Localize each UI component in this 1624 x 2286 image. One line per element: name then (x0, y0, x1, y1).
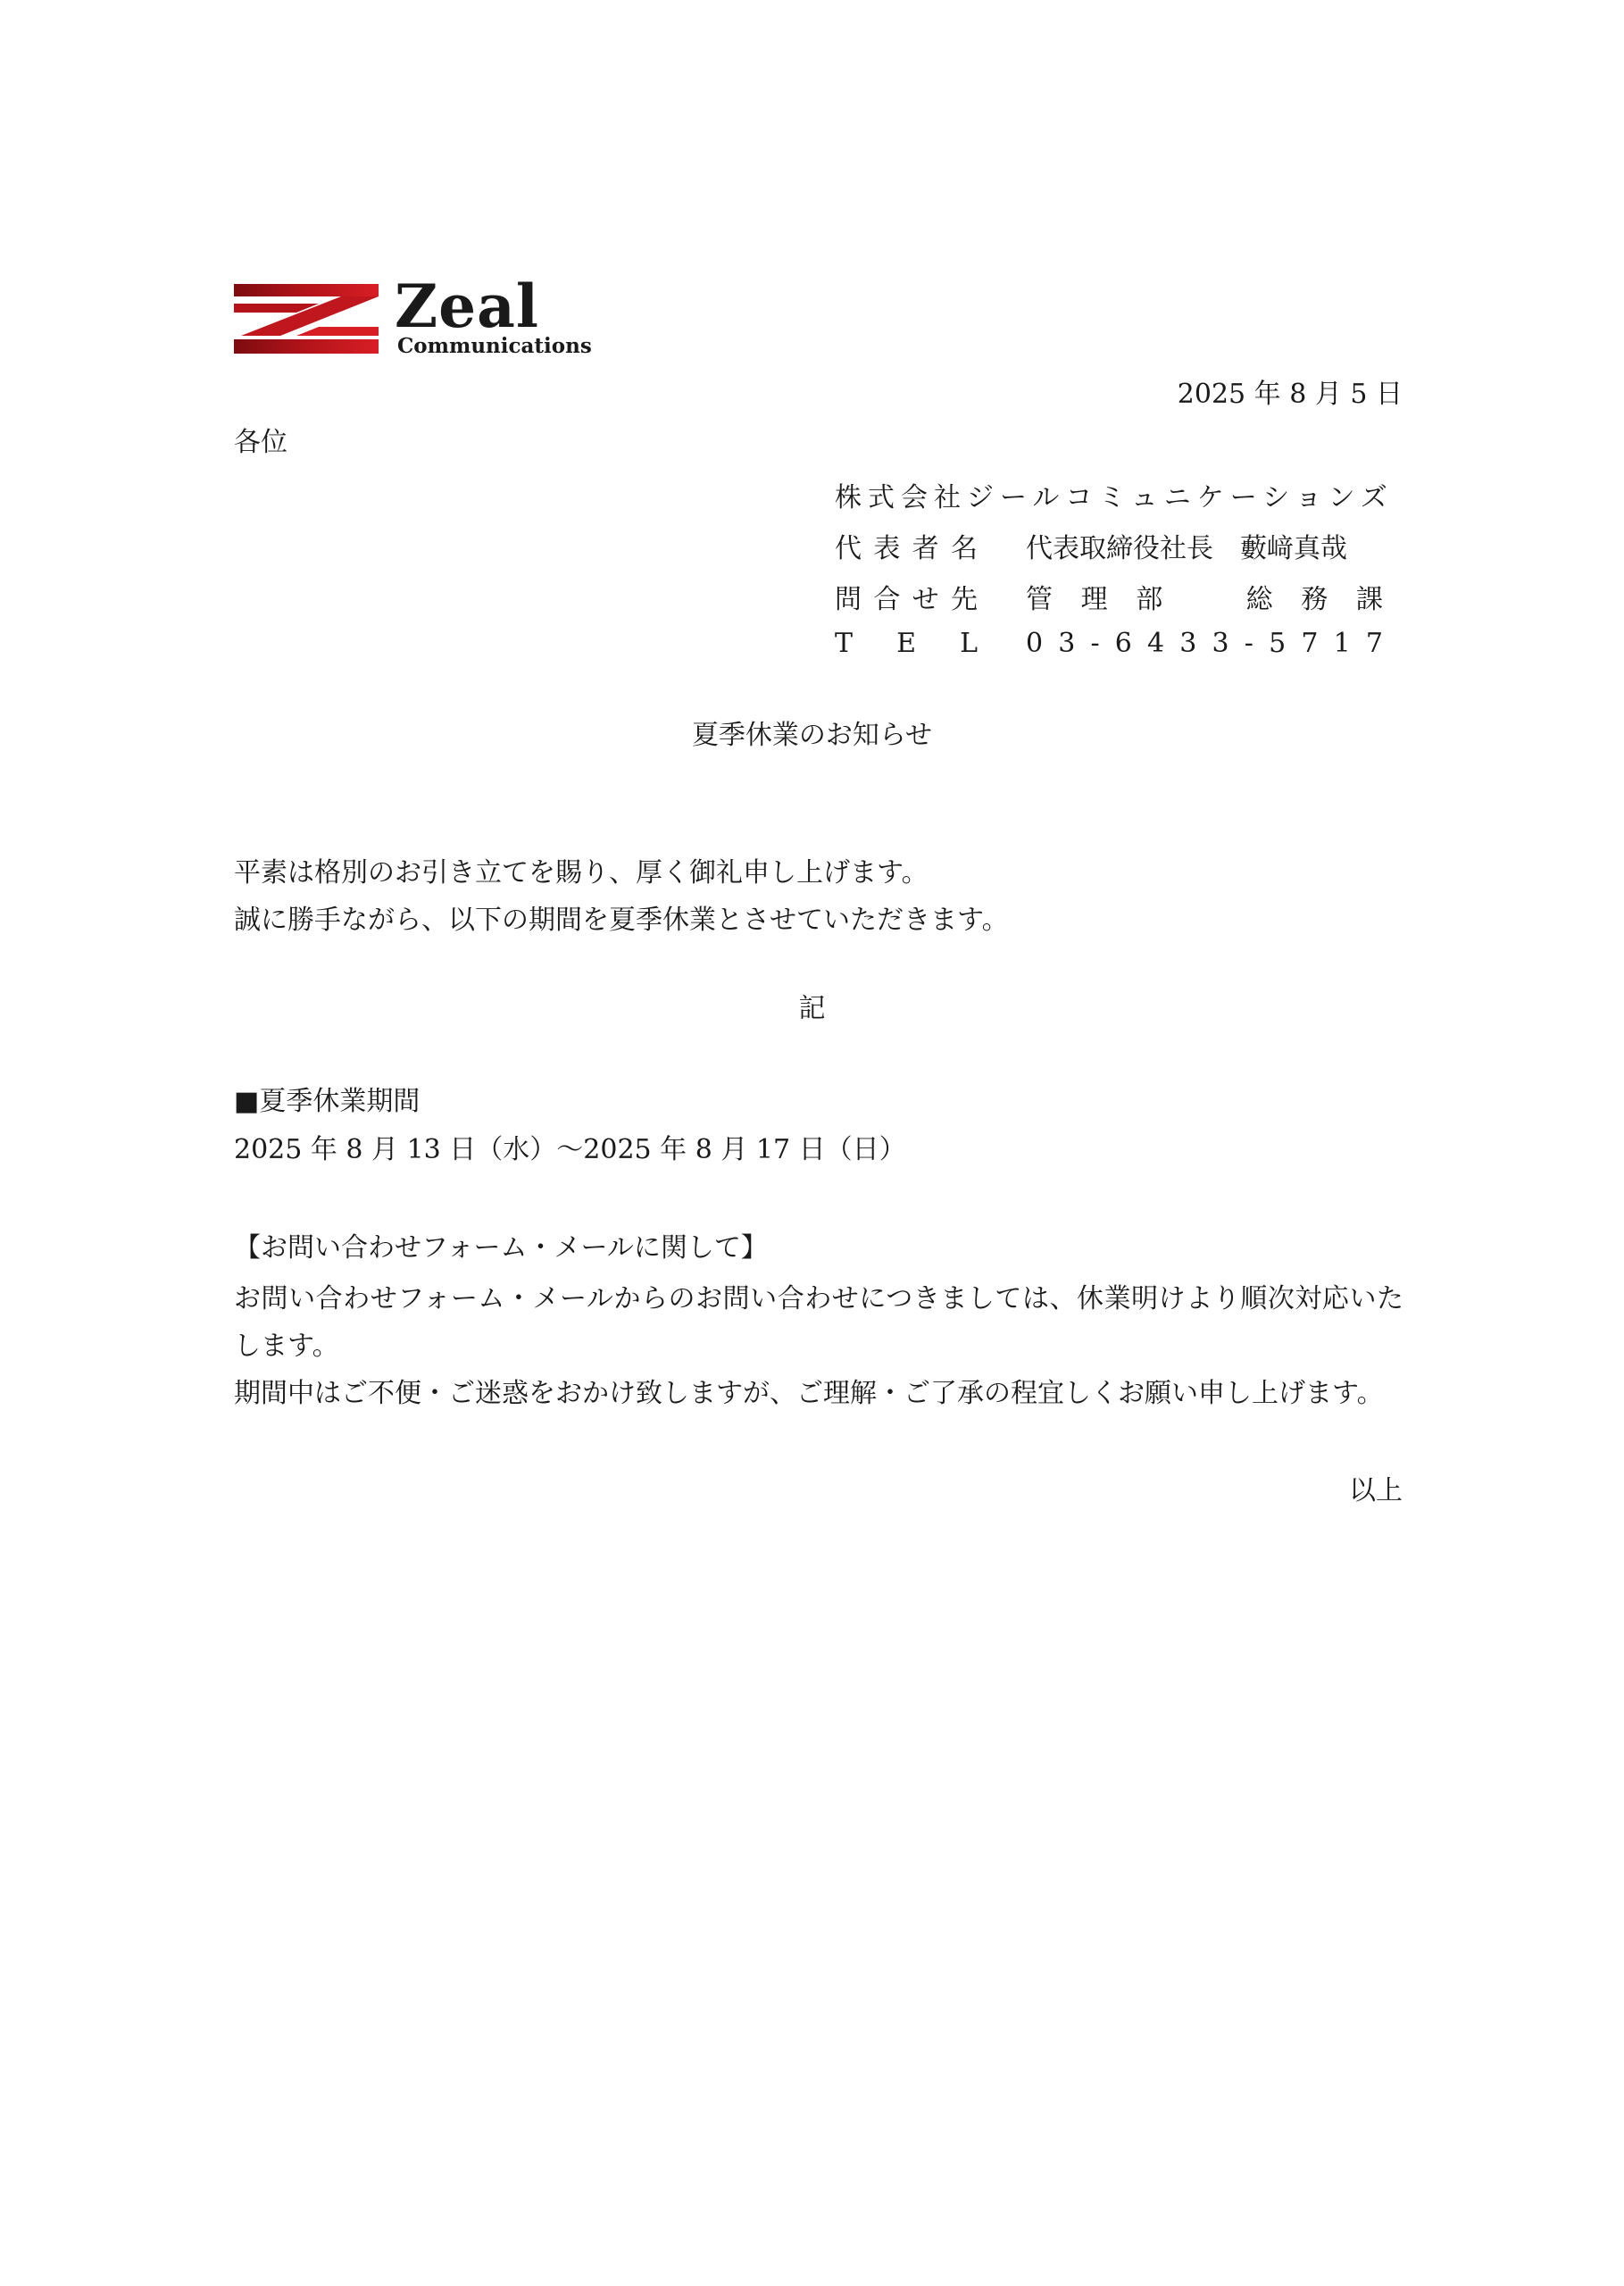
zeal-z-mark-icon (234, 284, 386, 355)
company-logo (234, 271, 609, 364)
greeting-line-1: 平素は格別のお引き立てを賜り、厚く御礼申し上げます。 (234, 857, 929, 889)
sender-block (835, 475, 1394, 679)
logo-tagline: Communications (397, 334, 592, 358)
greeting-line-2: 誠に勝手ながら、以下の期間を夏季休業とさせていただきます。 (234, 905, 1009, 936)
holiday-period-dates: 2025 年 8 月 13 日（水）～2025 年 8 月 17 日（日） (234, 1134, 906, 1165)
issue-date: 2025 年 8 月 5 日 (1177, 379, 1403, 410)
addressee: 各位 (234, 427, 287, 458)
sender-tel-value: 0 3 - 6 4 3 3 - 5 7 1 7 (1026, 628, 1383, 659)
ki-heading: 記 (798, 993, 826, 1024)
contact-paragraph-1: お問い合わせフォーム・メールからのお問い合わせにつきましては、休業明けより順次対応いたします。 (234, 1283, 1403, 1362)
contact-paragraph-2: 期間中はご不便・ご迷惑をおかけ致しますが、ご理解・ご了承の程宜しくお願い申し上げます。 (234, 1378, 1384, 1409)
sender-representative-row (835, 526, 1394, 577)
closing-remark: 以上 (1349, 1475, 1403, 1506)
sender-tel-row (835, 628, 1394, 679)
sender-contact-row (835, 577, 1394, 628)
sender-representative-label: 代 表 者 名 (835, 533, 978, 564)
sender-company-row (835, 475, 1394, 526)
holiday-period-heading: ■夏季休業期間 (234, 1086, 421, 1117)
sender-tel-label: T E L (835, 628, 978, 659)
sender-contact-value: 管 理 部 総 務 課 (1026, 584, 1383, 615)
contact-heading: 【お問い合わせフォーム・メールに関して】 (234, 1232, 768, 1264)
notice-title: 夏季休業のお知らせ (691, 720, 933, 751)
logo-wordmark: Zeal (395, 271, 540, 341)
sender-contact-label: 問 合 せ 先 (835, 584, 978, 615)
sender-representative-value: 代表取締役社長 藪﨑真哉 (1026, 533, 1347, 564)
sender-company: 株式会社ジールコミュニケーションズ (835, 482, 1394, 513)
